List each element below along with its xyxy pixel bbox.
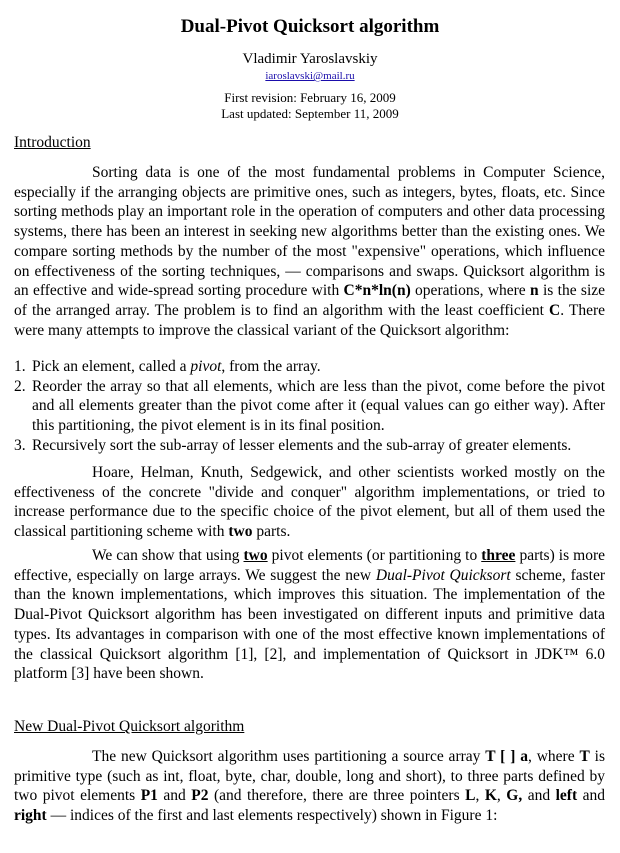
paper-title: Dual-Pivot Quicksort algorithm [180, 16, 440, 37]
text-run: and [577, 787, 605, 805]
text-run: Hoare, Helman, Knuth, Sedgewick, and other scientists worked mostly on the effectiveness of the concrete "divide and conquer" algorithm implementations, or tried to increase performance due to the specific choice of the pivot element, but all of them used the classical partitioning scheme with [14, 464, 605, 541]
text-run: scheme, faster than the known implementations, which improves this situation. The implementation of the Dual-Pivot Quicksort algorithm has been investigated on different inputs and primitive data types. Its advantages in comparison with one of the most effective known implementations of the classical Quicksort algorithm [1], [2], and implementation of Quicksort in JDK™ 6.0 platform [3] have been shown. [14, 566, 605, 683]
text-run: The new Quicksort algorithm uses partitioning a source array [92, 748, 486, 765]
bold-two: two [228, 523, 253, 541]
code-array: T [ ] a [485, 748, 528, 765]
text-run: parts. [252, 523, 291, 541]
list-number: 3. [14, 436, 26, 454]
text-run: . There were many attempts to improve the classical variant of the Quicksort algorithm: [14, 301, 605, 339]
variable-n: n [530, 282, 539, 300]
email-link[interactable]: iaroslavski@mail.ru [265, 70, 355, 82]
text-run: is primitive type (such as int, float, byte, char, double, long and short), to three parts defined by two pivot elements [14, 748, 605, 805]
last-updated: Last updated: September 11, 2009 [221, 106, 399, 121]
variable-k: K [484, 787, 497, 805]
list-number: 1. [14, 358, 26, 375]
text-run: , [496, 787, 507, 805]
variable-left: left [555, 787, 578, 805]
list-item [14, 357, 605, 377]
text-run: and [522, 787, 556, 805]
intro-paragraph-2 [14, 463, 605, 542]
text-run: We can show that using [92, 547, 244, 564]
author-name: Vladimir Yaroslavskiy [242, 51, 378, 67]
intro-paragraph-1 [14, 163, 605, 340]
formula-bold: C*n*ln(n) [343, 282, 411, 300]
text-run: — indices of the first and last elements respectively) shown in Figure 1: [46, 807, 498, 825]
variable-l: L [465, 787, 476, 805]
text-run: pivot elements (or partitioning to [267, 547, 482, 564]
emphasis-pivot: pivot [190, 358, 222, 375]
variable-p2: P2 [191, 787, 209, 805]
variable-right: right [14, 807, 47, 825]
first-revision: First revision: February 16, 2009 [224, 90, 396, 105]
list-number: 2. [14, 377, 26, 395]
text-run: (and therefore, there are three pointers [208, 787, 466, 805]
section-heading-introduction: Introduction [14, 134, 91, 151]
variable-t: T [579, 748, 590, 765]
text-run: Recursively sort the sub-array of lesser elements and the sub-array of greater elements. [32, 436, 572, 454]
bold-underline-two: two [243, 547, 268, 564]
text-run: , [475, 787, 485, 805]
text-run: parts) is more effective, especially on large arrays. We suggest the new [14, 547, 605, 584]
list-item [14, 436, 605, 456]
variable-p1: P1 [140, 787, 158, 805]
text-run: , where [527, 748, 580, 765]
text-run: Sorting data is one of the most fundamental problems in Computer Science, especially if the arranging objects are primitive ones, such as integers, bytes, floats, etc. Since sorting methods play an important role in the operation of computers and other data processing systems, there has been an interest in seeking new algorithms better than the existing ones. We compare sorting methods by the number of the most "expensive" operations, which influence on effectiveness of the sorting techniques, — comparisons and swaps. Quicksort algorithm is an effective and wide-spread sorting procedure with [14, 164, 605, 300]
section-heading-new-algorithm: New Dual-Pivot Quicksort algorithm [14, 718, 245, 735]
text-run: Reorder the array so that all elements, which are less than the pivot, come before the pivot and all elements greater than the pivot come after it (equal values can go either way). After this partitioning, the pivot element is in its final position. [32, 377, 605, 435]
intro-paragraph-3 [14, 546, 605, 684]
text-run: , from the array. [221, 358, 321, 375]
text-run: is the size of the arranged array. The problem is to find an algorithm with the least coefficient [14, 282, 606, 319]
quicksort-steps-list [14, 357, 605, 456]
bold-underline-three: three [481, 547, 516, 564]
text-run: operations, where [410, 282, 531, 300]
variable-c: C [549, 301, 561, 319]
revision-dates [0, 90, 620, 122]
text-run: and [157, 787, 192, 805]
emphasis-dual-pivot: Dual-Pivot Quicksort [375, 566, 511, 584]
text-run: Pick an element, called a [32, 358, 191, 375]
list-item [14, 377, 605, 436]
variable-g: G, [506, 787, 523, 805]
algorithm-paragraph-1 [14, 747, 605, 826]
author-email[interactable] [0, 69, 620, 83]
